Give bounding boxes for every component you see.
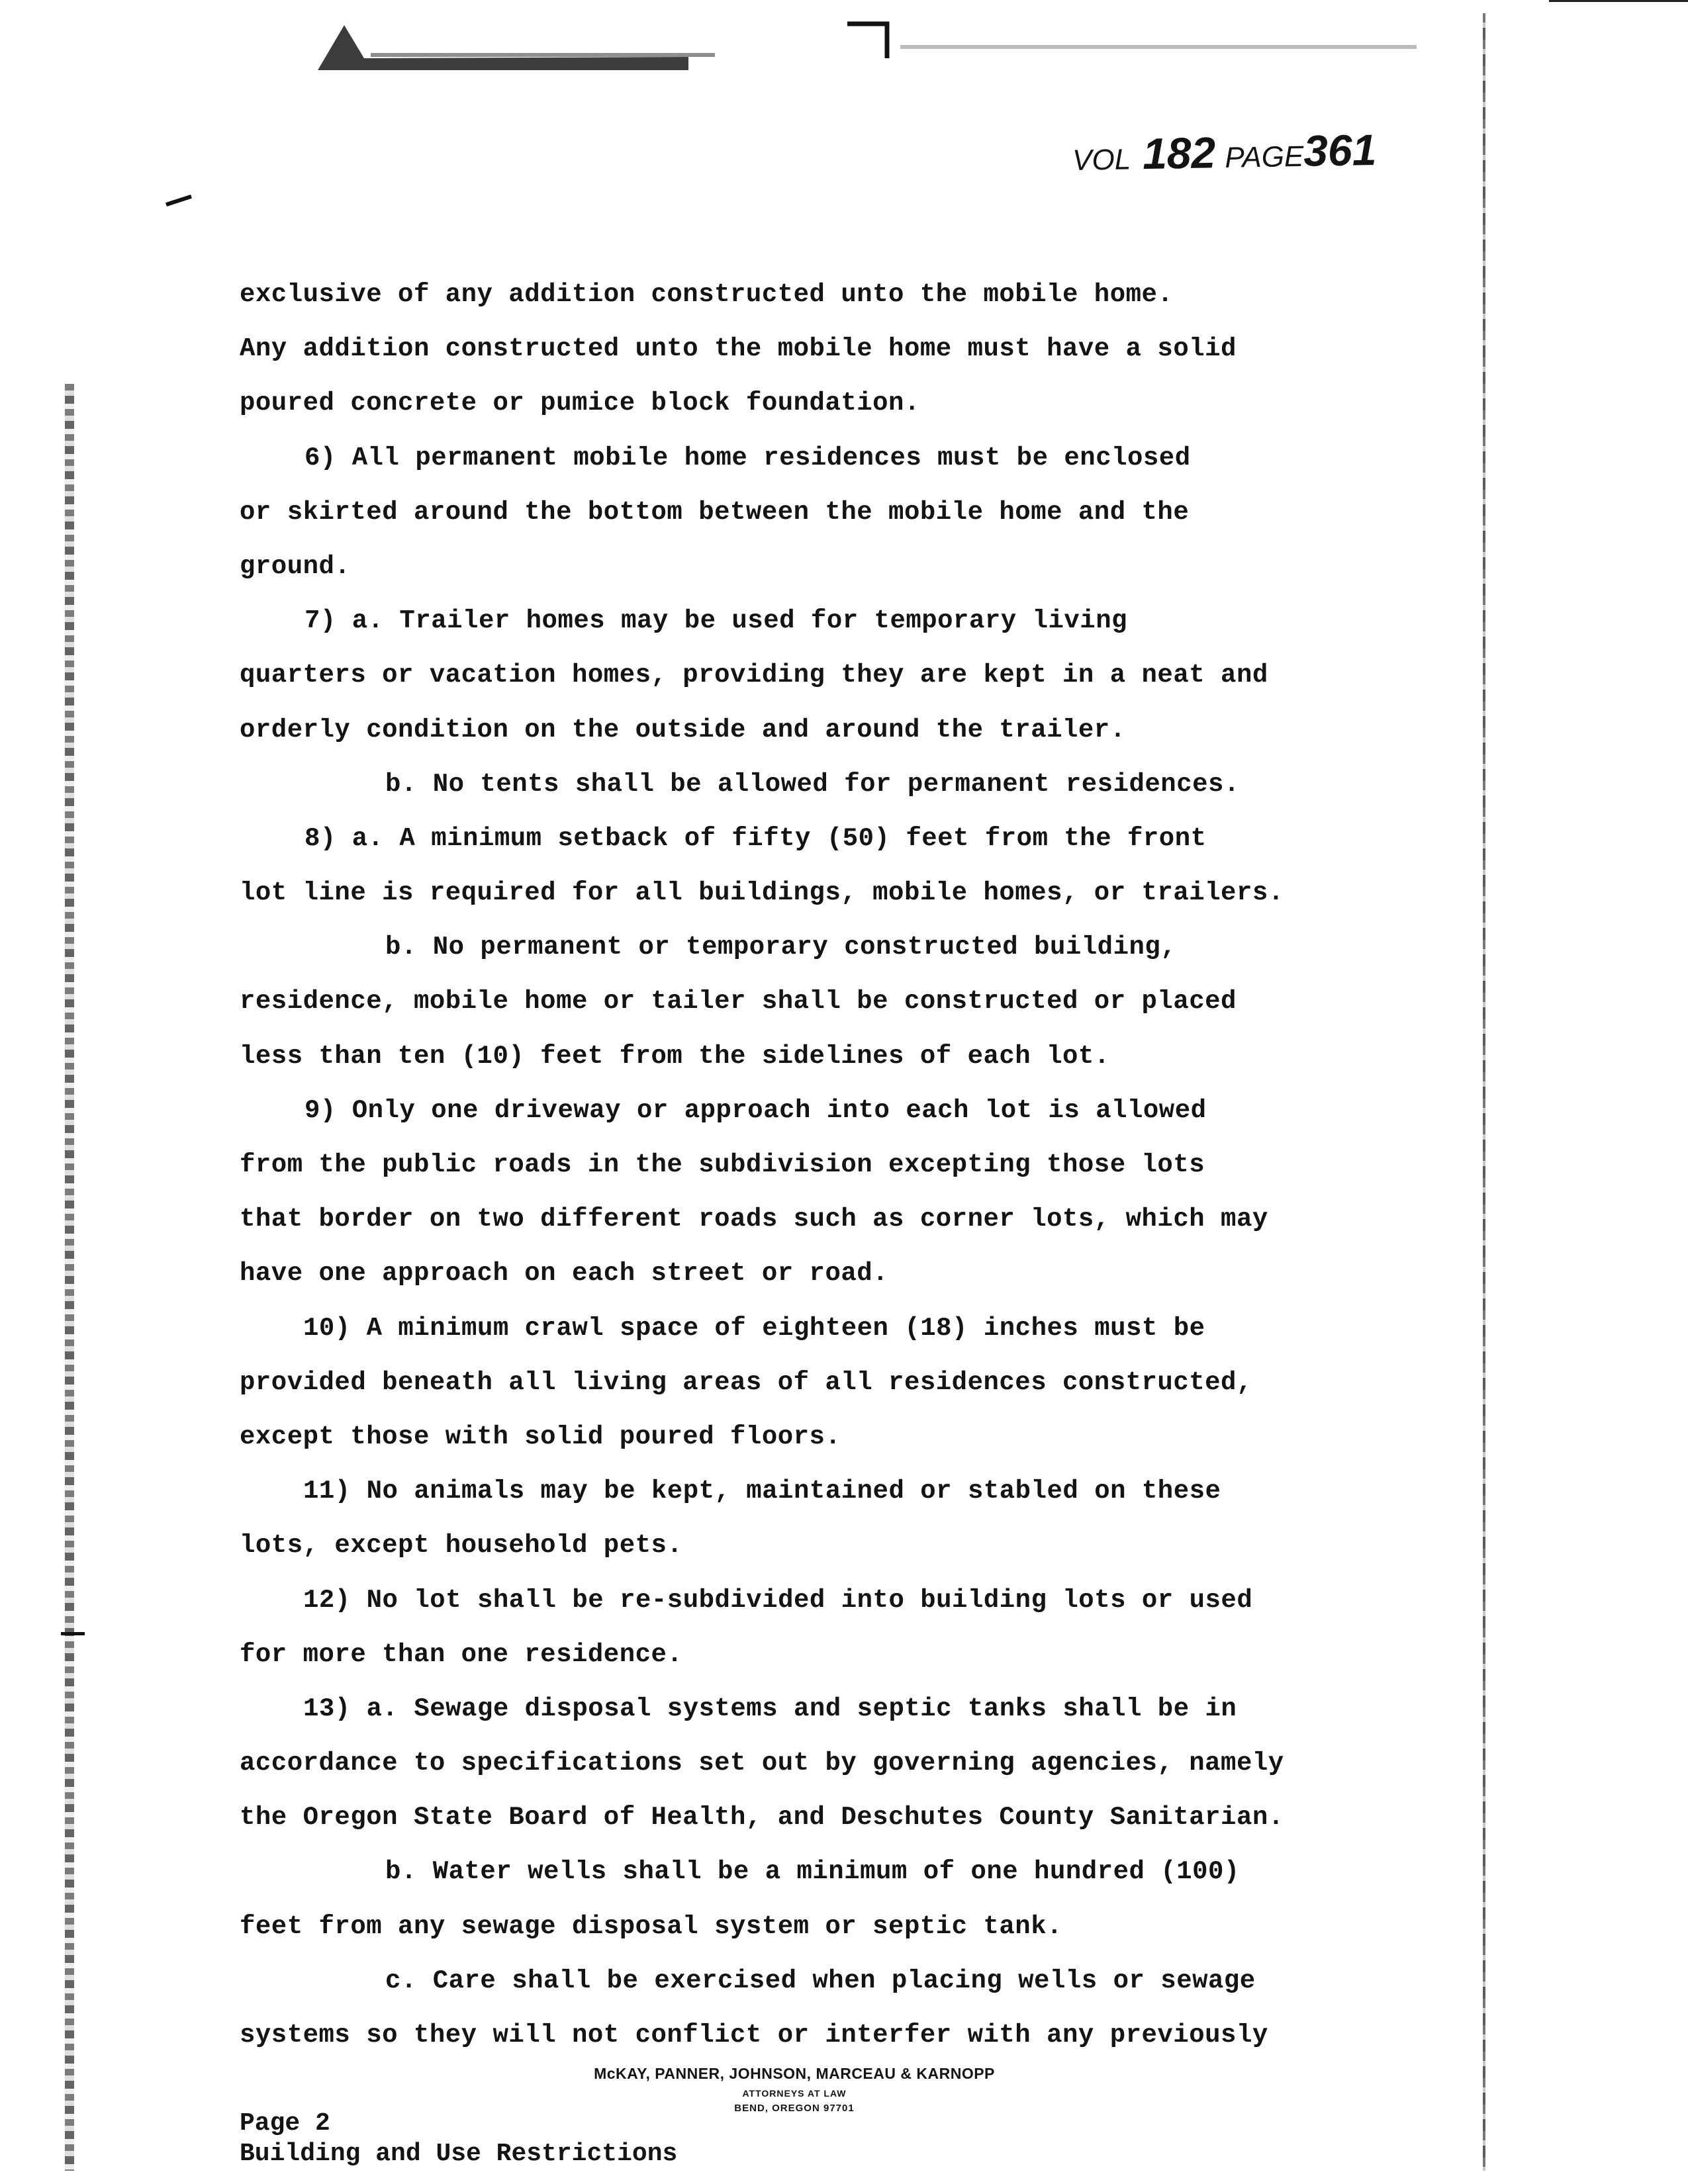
text-line: b. No tents shall be allowed for permanent residences. <box>385 769 1240 799</box>
text-line: accordance to specifications set out by governing agencies, namely <box>240 1749 1284 1778</box>
text-line: 12) No lot shall be re-subdivided into building lots or used <box>303 1585 1253 1615</box>
text-line: 13) a. Sewage disposal systems and septic tanks shall be in <box>303 1694 1237 1723</box>
footer-page-number: Page 2 <box>240 2109 330 2138</box>
text-line: orderly condition on the outside and around the trailer. <box>240 715 1126 745</box>
page-number: 361 <box>1303 124 1377 175</box>
volume-label: VOL <box>1072 143 1131 177</box>
text-line: lot line is required for all buildings, mobile homes, or trailers. <box>240 878 1284 908</box>
scan-artifact-top-edge <box>318 19 1443 71</box>
text-line: provided beneath all living areas of all residences constructed, <box>240 1367 1252 1397</box>
law-firm-letterhead <box>503 2065 1086 2114</box>
text-line: have one approach on each street or road. <box>240 1259 889 1289</box>
scan-artifact-tick <box>61 1632 85 1635</box>
text-line: poured concrete or pumice block foundation. <box>240 388 920 418</box>
firm-subtitle: ATTORNEYS AT LAW <box>742 2088 847 2099</box>
text-line: except those with solid poured floors. <box>240 1422 841 1451</box>
scan-artifact-right-border <box>1483 13 1485 2171</box>
restrictions-text <box>240 267 1338 2062</box>
text-line: lots, except household pets. <box>240 1531 683 1561</box>
text-line: b. Water wells shall be a minimum of one hundred (100) <box>385 1857 1240 1887</box>
text-line: residence, mobile home or tailer shall be constructed or placed <box>240 987 1237 1017</box>
firm-city: BEND, OREGON 97701 <box>734 2103 855 2114</box>
text-line: the Oregon State Board of Health, and Deschutes County Sanitarian. <box>240 1803 1284 1833</box>
book-page-reference <box>1072 124 1377 180</box>
text-line: for more than one residence. <box>240 1639 683 1669</box>
page-label: PAGE <box>1224 140 1304 174</box>
text-line: or skirted around the bottom between the mobile home and the <box>240 497 1190 527</box>
scan-artifact-top-rule <box>1549 0 1688 2</box>
text-line: 11) No animals may be kept, maintained or stabled on these <box>303 1477 1221 1506</box>
text-line: 7) a. Trailer homes may be used for temporary living <box>305 606 1127 636</box>
text-line: from the public roads in the subdivision excepting those lots <box>240 1150 1205 1179</box>
page-footer <box>240 2109 677 2169</box>
text-line: 6) All permanent mobile home residences must be enclosed <box>305 443 1191 473</box>
firm-name: McKAY, PANNER, JOHNSON, MARCEAU & KARNOPP <box>594 2065 995 2082</box>
text-line: systems so they will not conflict or interfer with any previously <box>240 2021 1268 2050</box>
volume-number: 182 <box>1142 128 1216 179</box>
text-line: c. Care shall be exercised when placing wells or sewage <box>385 1966 1256 1995</box>
text-line: Any addition constructed unto the mobile home must have a solid <box>240 334 1237 364</box>
text-line: feet from any sewage disposal system or septic tank. <box>240 1911 1062 1941</box>
text-line: 9) Only one driveway or approach into each lot is allowed <box>305 1095 1207 1125</box>
text-line: less than ten (10) feet from the sidelines of each lot. <box>240 1041 1110 1071</box>
text-line: exclusive of any addition constructed unto the mobile home. <box>240 280 1174 309</box>
text-line: quarters or vacation homes, providing they are kept in a neat and <box>240 660 1268 690</box>
scan-artifact-tick <box>165 195 192 206</box>
text-line: b. No permanent or temporary constructed building, <box>385 933 1177 962</box>
text-line: that border on two different roads such as corner lots, which may <box>240 1205 1268 1234</box>
footer-document-title: Building and Use Restrictions <box>240 2140 678 2168</box>
text-line: 10) A minimum crawl space of eighteen (18) inches must be <box>303 1313 1205 1343</box>
text-line: ground. <box>240 551 351 581</box>
text-line: 8) a. A minimum setback of fifty (50) feet from the front <box>305 823 1207 853</box>
scan-artifact-left-border <box>65 384 74 2171</box>
